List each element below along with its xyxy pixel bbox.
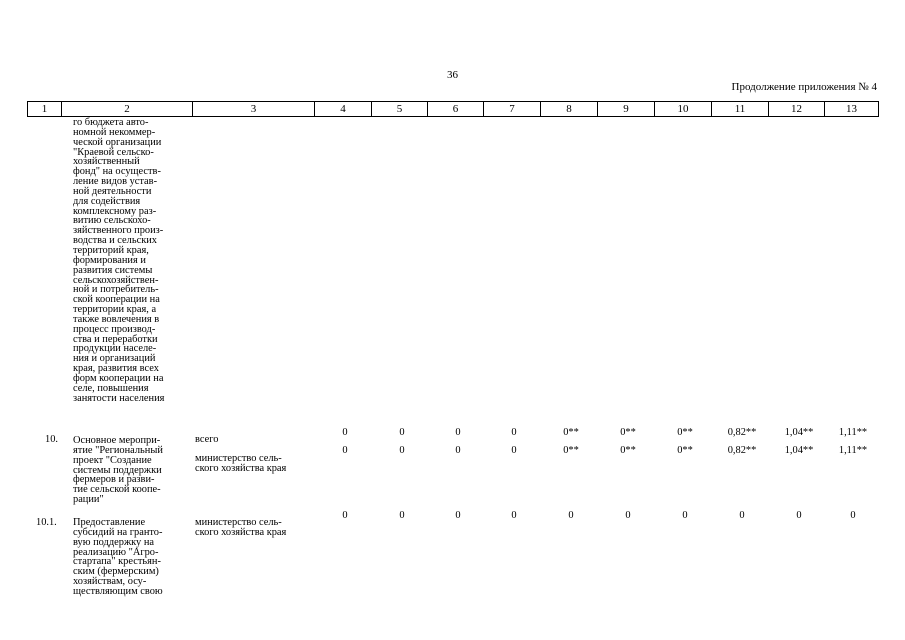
continuation-label: Продолжение приложения № 4 (731, 81, 877, 93)
value-cell: 0 (342, 510, 348, 521)
value-cell: 0 (625, 510, 631, 521)
responsible-total: всего (195, 434, 219, 445)
value-cell: 0 (399, 445, 405, 456)
value-cell: 0 (739, 510, 745, 521)
column-header: 3 (193, 102, 315, 117)
value-cell: 1,04** (784, 445, 814, 456)
value-cell: 1,11** (838, 427, 868, 438)
value-cell: 0 (342, 427, 348, 438)
page-number: 36 (447, 69, 458, 81)
column-header: 2 (62, 102, 193, 117)
column-header: 9 (598, 102, 655, 117)
value-cell: 0 (455, 427, 461, 438)
column-header-row (28, 102, 879, 117)
row-description: Основное меропри- ятие "Региональный проект "Создание системы поддержки фермеров и разви- тие сельской коопе- рации" (73, 435, 163, 506)
value-cell: 0 (850, 510, 856, 521)
column-header: 8 (541, 102, 598, 117)
value-cell: 0** (563, 445, 579, 456)
value-cell: 0** (620, 445, 636, 456)
row-number: 10.1. (36, 517, 57, 528)
column-header: 10 (655, 102, 712, 117)
value-cell: 1,04** (784, 427, 814, 438)
value-cell: 0 (796, 510, 802, 521)
prev-row-description: го бюджета авто- номной некоммер- ческой организации "Краевой сельско- хозяйственный фонд" на осуществ- ление видов устав- ной деятельности для содействия комплексному раз- витию сельскохо- зяйственного произ- водства и сельских территорий края, формирования и развития системы сельскохозяйствен- ной и потребитель- ской кооперации на территории края, а также вовлечения в процесс производ- ства и переработки продукции населе- ния и организаций края, развития всех форм кооперации на селе, повышения занятости населения (73, 117, 165, 404)
responsible-ministry: министерство сель- ского хозяйства края (195, 453, 287, 474)
column-header: 4 (315, 102, 372, 117)
value-cell: 0 (568, 510, 574, 521)
value-cell: 0 (511, 445, 517, 456)
column-header: 13 (825, 102, 879, 117)
column-header: 1 (28, 102, 62, 117)
row-description: Предоставление субсидий на гранто- вую поддержку на реализацию "Агро- стартапа" крестьян- ским (фермерским) хозяйствам, осу- ществляющим свою (73, 517, 163, 597)
column-header: 12 (769, 102, 825, 117)
column-header: 7 (484, 102, 541, 117)
column-header-table (27, 101, 879, 117)
value-cell: 0 (399, 510, 405, 521)
value-cell: 0** (677, 427, 693, 438)
value-cell: 0 (455, 510, 461, 521)
value-cell: 0,82** (727, 427, 757, 438)
value-cell: 0,82** (727, 445, 757, 456)
value-cell: 0 (399, 427, 405, 438)
value-cell: 0** (563, 427, 579, 438)
value-cell: 0 (511, 427, 517, 438)
value-cell: 0** (677, 445, 693, 456)
column-header: 11 (712, 102, 769, 117)
column-header: 6 (428, 102, 484, 117)
value-cell: 0 (455, 445, 461, 456)
row-number: 10. (45, 434, 58, 445)
value-cell: 0 (511, 510, 517, 521)
value-cell: 0 (682, 510, 688, 521)
column-header: 5 (372, 102, 428, 117)
responsible-ministry: министерство сель- ского хозяйства края (195, 517, 287, 538)
value-cell: 0** (620, 427, 636, 438)
value-cell: 0 (342, 445, 348, 456)
value-cell: 1,11** (838, 445, 868, 456)
